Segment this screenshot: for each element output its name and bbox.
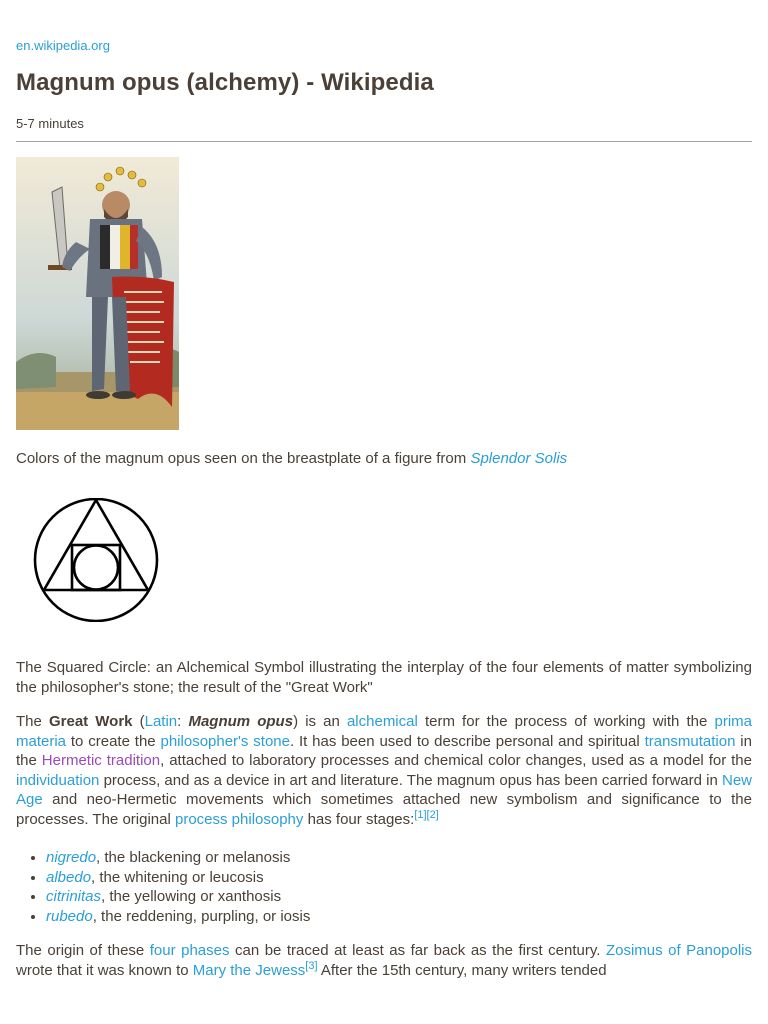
text-run: process, and as a device in art and literature. The magnum opus has been carried forward in (99, 771, 722, 789)
text-run: The origin of these (16, 942, 150, 959)
zosimus-link[interactable]: Zosimus of Panopolis (605, 942, 753, 959)
text-run: ( (132, 713, 145, 730)
stage-name: nigredo (46, 849, 97, 866)
stage-description: , the reddening, purpling, or iosis (92, 907, 311, 925)
bold-term: Great Work (48, 713, 133, 730)
list-item (46, 848, 310, 868)
latin-term: Magnum opus (188, 713, 294, 730)
figure2-caption: The Squared Circle: an Alchemical Symbol illustrating the interplay of the four elements of matter symbolizing the philosopher's stone; the result of the "Great Work" (16, 659, 752, 696)
text-run: . It has been used to describe personal and spiritual (289, 732, 645, 750)
site-link[interactable]: en.wikipedia.org (16, 38, 110, 53)
origin-paragraph (16, 941, 752, 980)
splendor-solis-link-text: Splendor Solis (470, 450, 568, 467)
rubedo-link[interactable] (46, 908, 93, 925)
intro-paragraph (16, 712, 752, 830)
text-run: can be traced at least as far back as the first century. (229, 942, 606, 959)
text-run: term for the process of working with the (417, 713, 715, 730)
figure1-caption (16, 449, 567, 468)
list-item (46, 907, 310, 927)
text-run: , attached to laboratory processes and chemical color changes, used as a model for the (160, 752, 752, 770)
divider (16, 141, 752, 142)
text-run: wrote that it was known to (16, 961, 193, 979)
reference-link[interactable]: [3] (305, 959, 318, 972)
philosophers-stone-link[interactable]: philosopher's stone (160, 732, 290, 750)
reading-time: 5-7 minutes (16, 116, 84, 131)
text-run: ) is an (293, 713, 347, 730)
squared-circle-symbol-image[interactable] (30, 498, 162, 622)
prima-materia-link[interactable]: prima materia (16, 713, 752, 750)
alchemical-link[interactable]: alchemical (346, 713, 418, 730)
figure1-caption-text: Colors of the magnum opus seen on the breastplate of a figure from (16, 450, 471, 467)
stage-description: , the whitening or leucosis (91, 868, 264, 886)
text-run: has four stages: (303, 810, 415, 828)
splendor-solis-figure-image[interactable] (16, 157, 179, 430)
stages-list (16, 848, 310, 926)
four-phases-link[interactable]: four phases (149, 942, 230, 959)
stage-name: albedo (46, 868, 92, 886)
latin-link[interactable]: Latin (144, 713, 178, 730)
reference-link[interactable]: [1][2] (414, 808, 439, 821)
list-item (46, 887, 310, 907)
stage-description: , the blackening or melanosis (96, 849, 291, 866)
process-philosophy-link[interactable]: process philosophy (174, 810, 304, 828)
new-age-link[interactable]: New Age (16, 771, 752, 809)
text-run: The (16, 713, 49, 730)
text-run: After the 15th century, many writers tended (317, 961, 607, 979)
citrinitas-link[interactable] (46, 888, 101, 905)
text-run: and neo-Hermetic movements which sometimes attached new symbolism and significance to the processes. The original (16, 791, 752, 828)
transmutation-link[interactable]: transmutation (644, 732, 736, 750)
text-run: : (177, 713, 189, 730)
hermetic-tradition-link[interactable]: Hermetic tradition (41, 752, 161, 770)
text-run: to create the (66, 732, 161, 750)
splendor-solis-link[interactable] (470, 450, 567, 467)
mary-the-jewess-link[interactable]: Mary the Jewess (192, 961, 306, 979)
individuation-link[interactable]: individuation (16, 771, 100, 789)
stage-name: citrinitas (46, 888, 102, 905)
stage-name: rubedo (46, 907, 93, 925)
albedo-link[interactable] (46, 869, 91, 886)
nigredo-link[interactable] (46, 849, 96, 866)
list-item (46, 868, 310, 888)
stage-description: , the yellowing or xanthosis (101, 888, 282, 905)
text-run: in the (16, 732, 752, 770)
page-title: Magnum opus (alchemy) - Wikipedia (16, 69, 434, 96)
